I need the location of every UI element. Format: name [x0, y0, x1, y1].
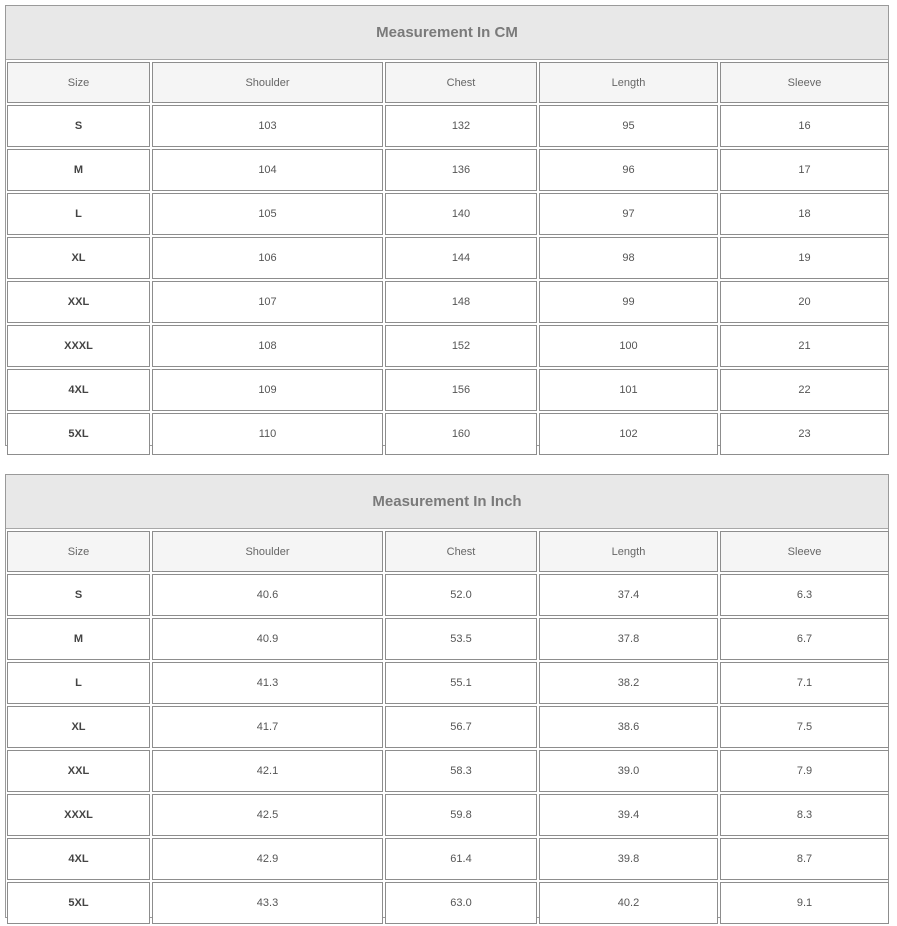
measurement-cell: 148	[385, 281, 537, 323]
measurement-cell: 9.1	[720, 882, 889, 924]
measurement-cell: 59.8	[385, 794, 537, 836]
measurement-cell: 7.9	[720, 750, 889, 792]
measurement-cell: 23	[720, 413, 889, 455]
measurement-cell: 39.0	[539, 750, 718, 792]
size-cell: S	[7, 574, 150, 616]
measurement-cell: 6.3	[720, 574, 889, 616]
size-cell: L	[7, 193, 150, 235]
measurement-cell: 38.6	[539, 706, 718, 748]
header-row	[7, 531, 889, 572]
measurement-cell: 40.9	[152, 618, 383, 660]
table-row	[7, 662, 889, 704]
column-header-shoulder: Shoulder	[152, 531, 383, 572]
header-row	[7, 62, 889, 103]
table-row	[7, 193, 889, 235]
measurement-cell: 99	[539, 281, 718, 323]
measurement-cell: 56.7	[385, 706, 537, 748]
measurement-cell: 104	[152, 149, 383, 191]
measurement-cell: 144	[385, 237, 537, 279]
measurement-cell: 37.4	[539, 574, 718, 616]
measurement-cell: 108	[152, 325, 383, 367]
table-row	[7, 369, 889, 411]
size-cell: M	[7, 618, 150, 660]
measurement-cell: 100	[539, 325, 718, 367]
column-header-shoulder: Shoulder	[152, 62, 383, 103]
measurement-cell: 109	[152, 369, 383, 411]
table-row	[7, 794, 889, 836]
measurement-cell: 7.5	[720, 706, 889, 748]
measurement-cell: 21	[720, 325, 889, 367]
size-cell: XL	[7, 237, 150, 279]
size-cell: M	[7, 149, 150, 191]
column-header-length: Length	[539, 62, 718, 103]
measurement-grid	[5, 60, 891, 457]
measurement-cell: 19	[720, 237, 889, 279]
column-header-sleeve: Sleeve	[720, 531, 889, 572]
measurement-cell: 7.1	[720, 662, 889, 704]
table-row	[7, 105, 889, 147]
measurement-cell: 41.3	[152, 662, 383, 704]
measurement-cell: 39.8	[539, 838, 718, 880]
column-header-chest: Chest	[385, 531, 537, 572]
size-table-cm	[5, 5, 889, 446]
table-row	[7, 325, 889, 367]
measurement-grid	[5, 529, 891, 926]
column-header-size: Size	[7, 531, 150, 572]
table-row	[7, 838, 889, 880]
column-header-length: Length	[539, 531, 718, 572]
measurement-cell: 22	[720, 369, 889, 411]
measurement-cell: 96	[539, 149, 718, 191]
measurement-cell: 8.3	[720, 794, 889, 836]
table-row	[7, 413, 889, 455]
measurement-cell: 160	[385, 413, 537, 455]
measurement-cell: 152	[385, 325, 537, 367]
table-row	[7, 574, 889, 616]
measurement-cell: 110	[152, 413, 383, 455]
measurement-cell: 107	[152, 281, 383, 323]
measurement-cell: 43.3	[152, 882, 383, 924]
measurement-cell: 41.7	[152, 706, 383, 748]
table-row	[7, 618, 889, 660]
table-row	[7, 149, 889, 191]
size-cell: XL	[7, 706, 150, 748]
measurement-cell: 105	[152, 193, 383, 235]
table-row	[7, 750, 889, 792]
measurement-cell: 20	[720, 281, 889, 323]
measurement-cell: 61.4	[385, 838, 537, 880]
measurement-cell: 38.2	[539, 662, 718, 704]
measurement-cell: 136	[385, 149, 537, 191]
size-cell: 5XL	[7, 882, 150, 924]
size-cell: 4XL	[7, 838, 150, 880]
measurement-cell: 106	[152, 237, 383, 279]
measurement-cell: 55.1	[385, 662, 537, 704]
measurement-cell: 18	[720, 193, 889, 235]
size-cell: 4XL	[7, 369, 150, 411]
measurement-cell: 6.7	[720, 618, 889, 660]
table-row	[7, 281, 889, 323]
measurement-cell: 8.7	[720, 838, 889, 880]
size-cell: XXL	[7, 750, 150, 792]
measurement-cell: 101	[539, 369, 718, 411]
size-cell: S	[7, 105, 150, 147]
measurement-cell: 40.6	[152, 574, 383, 616]
measurement-cell: 98	[539, 237, 718, 279]
measurement-cell: 132	[385, 105, 537, 147]
table-row	[7, 237, 889, 279]
measurement-cell: 53.5	[385, 618, 537, 660]
measurement-cell: 140	[385, 193, 537, 235]
table-title: Measurement In Inch	[6, 475, 888, 529]
size-cell: L	[7, 662, 150, 704]
size-cell: XXXL	[7, 325, 150, 367]
measurement-cell: 102	[539, 413, 718, 455]
measurement-cell: 97	[539, 193, 718, 235]
measurement-cell: 95	[539, 105, 718, 147]
measurement-cell: 16	[720, 105, 889, 147]
measurement-cell: 39.4	[539, 794, 718, 836]
table-title: Measurement In CM	[6, 6, 888, 60]
measurement-cell: 40.2	[539, 882, 718, 924]
measurement-cell: 156	[385, 369, 537, 411]
size-table-inch	[5, 474, 889, 918]
column-header-chest: Chest	[385, 62, 537, 103]
measurement-cell: 63.0	[385, 882, 537, 924]
measurement-cell: 42.1	[152, 750, 383, 792]
column-header-size: Size	[7, 62, 150, 103]
measurement-cell: 42.5	[152, 794, 383, 836]
measurement-cell: 42.9	[152, 838, 383, 880]
size-cell: XXXL	[7, 794, 150, 836]
measurement-cell: 52.0	[385, 574, 537, 616]
size-cell: XXL	[7, 281, 150, 323]
measurement-cell: 37.8	[539, 618, 718, 660]
measurement-cell: 58.3	[385, 750, 537, 792]
size-cell: 5XL	[7, 413, 150, 455]
column-header-sleeve: Sleeve	[720, 62, 889, 103]
table-row	[7, 882, 889, 924]
measurement-cell: 103	[152, 105, 383, 147]
measurement-cell: 17	[720, 149, 889, 191]
table-row	[7, 706, 889, 748]
